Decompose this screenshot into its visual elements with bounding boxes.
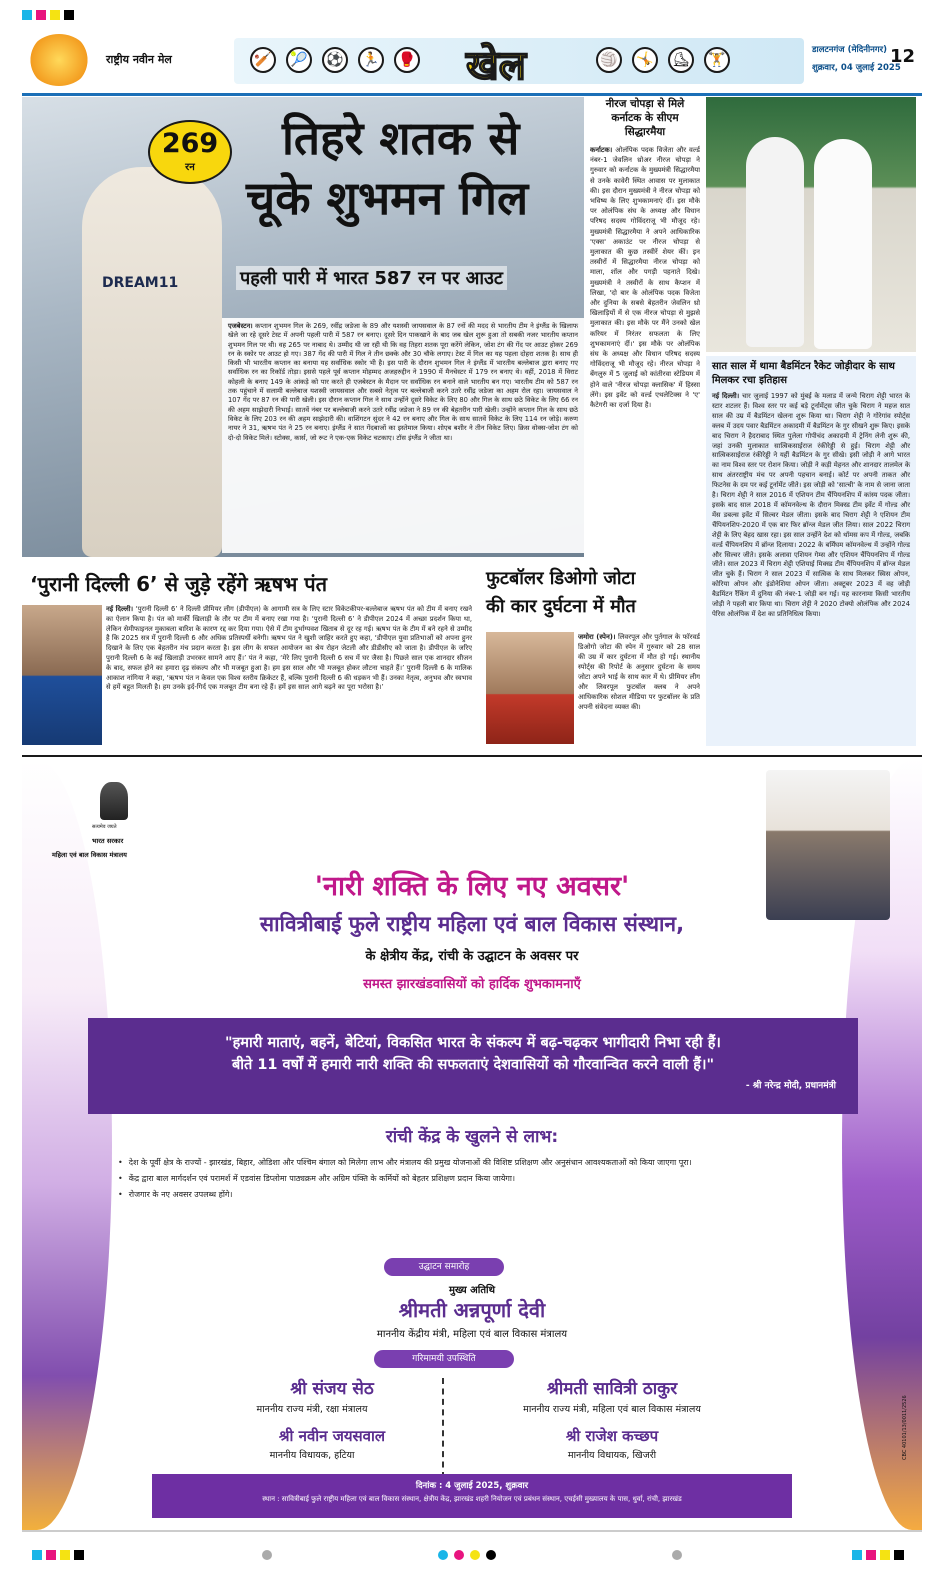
lead-subhead: पहली पारी में भारत 587 रन पर आउट: [236, 266, 507, 290]
govt-advertisement: [22, 760, 922, 1530]
jersey-sponsor: DREAM11: [102, 275, 179, 291]
national-emblem: [100, 782, 128, 820]
ad-top-rule: [22, 755, 922, 757]
page-number: 12: [890, 46, 916, 67]
hurdles-icon: 🏃: [358, 47, 384, 73]
jota-article: [578, 632, 700, 744]
jota-headline-1: फुटबॉलर डिओगो जोटा: [486, 568, 636, 589]
pant-headline: ‘पुरानी दिल्ली 6’ से जुड़े रहेंगे ऋषभ पंत: [30, 572, 327, 596]
sports-banner: [234, 38, 804, 89]
badminton-dateline: नई दिल्ली।: [712, 392, 740, 400]
guest-2-name: श्रीमती सावित्री ठाकुर: [546, 1379, 678, 1399]
chief-guest-label: मुख्य अतिथि: [448, 1285, 496, 1296]
badminton-article: [706, 356, 916, 746]
bottom-rule: [22, 1530, 922, 1532]
badminton-body: चार जुलाई 1997 को मुंबई के मलाड में जन्मे चिराग शेट्टी भारत के स्टार शटलर हैं। विश्व स्तर पर कई बड़े टूर्नामेंट्स जीत चुके चिराग ने महज सात साल की उम्र में बैडमिंटन खेलना शुरू किया था। चिराग शेट्टी ने गोरेगांव स्पोर्ट्स क्लब में उदय पवार बैडमिंटन अकादमी में बैडमिंटन के गुर सीखने शुरू किए। इसके बाद चिराग ने हैदराबाद स्थित पुलेला गोपीचंद अकादमी में ट्रेनिंग लेनी शुरू की, जहां उनकी मुलाकात सात्विकसाईराज रंकीरेड्डी से हुई। चिराग शेट्टी और सात्विकसाईराज रंकीरेड्डी ने यहीं बैडमिंटन के गुर सीखे। इसी जोड़ी ने आगे भारत का नाम विश्व स्तर पर रोशन किया। जोड़ी ने कड़ी मेहनत और शानदार तालमेल के साथ अंतरराष्ट्रीय मंच पर अपनी पहचान बनाई। कोर्ट पर अपनी ताकत और फिटनेस के दम पर कई टूर्नामेंट जीते। इस जोड़ी को 'सात्ची' के नाम से जाना जाता है। चिराग शेट्टी ने साल 2016 में एशियन टीम चैंपियनशिप में कांस्य पदक जीता। इसके बाद साल 2018 में कॉमनवेल्थ के दौरान मिक्स्ड टीम इवेंट में गोल्ड और मेंस डबल्स इवेंट में सिल्वर मेडल जीता। इसके बाद चिराग शेट्टी ने एशियन टीम चैंपियनशिप-2020 में एक बार फिर ब्रॉन्ज मेडल जीत लिया। साल 2022 चिराग शेट्टी के लिए बेहद खास रहा। इस साल उन्होंने देश को थॉमस कप में गोल्ड, जबकि वर्ल्ड चैंपियनशिप में ब्रॉन्ज दिलाया। 2022 के बर्मिंघम कॉमनवेल्थ में उन्होंने गोल्ड और सिल्वर जीते। इसके अलावा एशियन गेम्स और एशियन चैंपियनशिप में गोल्ड जीते। साल 2023 में चिराग शेट्टी एशियाई मिक्स्ड टीम चैंपियनशिप में ब्रॉन्ज मेडल जीत चुके हैं। चिराग ने साल 2023 में सात्विक के साथ मिलकर स्विस ओपन, कोरिया ओपन और इंडोनेशिया ओपन जीता। अक्टूबर 2023 में वह जोड़ी बैडमिंटन रैंकिंग में दुनिया की नंबर-1 जोड़ी बन गई। यह कारनामा किसी भारतीय जोड़ी ने पहली बार किया था। चिराग शेट्टी ने 2020 टोक्यो ओलंपिक और 2024 पेरिस ओलंपिक में देश का प्रतिनिधित्व किया।: [712, 392, 910, 618]
pant-article: [106, 605, 472, 745]
venue-bar: [152, 1474, 792, 1518]
weightlifting-icon: 🏋: [704, 47, 730, 73]
neeraj-dateline: कर्नाटक।: [590, 146, 613, 154]
football-icon: ⚽: [322, 47, 348, 73]
score-badge: [148, 120, 232, 184]
jota-photo: [486, 632, 574, 744]
guest-4-name: श्री राजेश कच्छप: [565, 1427, 659, 1445]
event-date: दिनांक : 4 जुलाई 2025, शुक्रवार: [415, 1481, 529, 1491]
emblem-caption: सत्यमेव जयते: [92, 824, 117, 830]
volleyball-icon: 🏐: [596, 47, 622, 73]
cricket-icon: 🏏: [250, 47, 276, 73]
masthead: [22, 32, 922, 92]
ministry-label: महिला एवं बाल विकास मंत्रालय: [52, 851, 127, 859]
badminton-headline: सात साल में थामा बैडमिंटन रैकेट जोड़ीदार के साथ मिलकर रचा इतिहास: [712, 361, 895, 386]
jota-headline-2: की कार दुर्घटना में मौत: [486, 596, 636, 617]
score-badge-unit: रन: [185, 162, 195, 173]
govt-label: भारत सरकार: [92, 837, 124, 845]
edition: डालटनगंज (मेदिनीनगर): [812, 45, 888, 55]
quote-box: [88, 1018, 858, 1114]
paper-name: राष्ट्रीय नवीन मेल: [106, 53, 172, 66]
dignitaries-pill: गरिमामयी उपस्थिति: [374, 1350, 514, 1368]
section-title: खेल: [466, 43, 526, 89]
player-figure-2: [814, 139, 872, 349]
player-figure-1: [746, 137, 804, 347]
guest-4-role: माननीय विधायक, खिजरी: [567, 1450, 657, 1461]
ad-title: 'नारी शक्ति के लिए नए अवसर': [314, 871, 630, 902]
date: शुक्रवार, 04 जुलाई 2025: [812, 63, 901, 73]
benefits-list: [118, 1156, 828, 1204]
benefit-item: • देश के पूर्वी क्षेत्र के राज्यों - झारखंड, बिहार, ओडिशा और पश्चिम बंगाल को मिलेगा लाभ और मंत्रालय की प्रमुख योजनाओं की विशिष्ट प्रशिक्षण और अनुसंधान आवश्यकताओं को किया जाएगा पूरा।: [118, 1156, 828, 1169]
masthead-rule: [22, 93, 922, 96]
bottom-color-band-left: [32, 1550, 88, 1560]
greeting-line: समस्त झारखंडवासियों को हार्दिक शुभकामनाएँ: [363, 977, 581, 992]
guest-1-name: श्री संजय सेठ: [290, 1379, 374, 1399]
benefits-title: रांची केंद्र के खुलने से लाभ:: [385, 1127, 559, 1147]
event-venue: स्थान : सावित्रीबाई फुले राष्ट्रीय महिला एवं बाल विकास संस्थान, क्षेत्रीय केंद्र, झारखंड शहरी नियोजन एवं प्रबंधन संस्थान, एचईसी मुख्यालय के पास, धुर्वा, रांची, झारखंड: [262, 1495, 682, 1503]
score-badge-number: 269: [161, 128, 219, 159]
badminton-photo: [706, 97, 916, 352]
chief-guest-role: माननीय केंद्रीय मंत्री, महिला एवं बाल विकास मंत्रालय: [376, 1329, 568, 1340]
pant-dateline: नई दिल्ली।: [106, 605, 134, 613]
lead-body: कप्तान शुभमन गिल के 269, रवींद्र जडेजा के 89 और यशस्वी जायसवाल के 87 रनों की मदद से भारतीय टीम ने इंग्लैंड के खिलाफ खेले जा रहे दूसरे टेस्ट में अपनी पहली पारी में 587 रन बनाए। दूसरे दिन पाकखाने के बाद जब खेल शुरू हुआ तो सबकी नजर भारतीय कप्तान शुभमन गिल पर थी। वह 265 पर नाबाद थे। उम्मीद थी जा रही थी कि वह तिहरा शतक पूरा करेंगे लेकिन, जोश टंग की गेंद पर आउट होकर 269 रन के स्कोर पर आउट हो गए। 387 गेंद की पारी में गिल ने तीन छक्के और 30 चौके लगाए। टेस्ट में गिल का यह पहला दोहरा शतक है। साथ ही किसी भी भारतीय कप्तान का बनाया यह सर्वाधिक स्कोर भी है। इस पारी के दौरान शुभमन गिल ने इंग्लैंड में भारतीय बल्लेबाज द्वारा बनाए गए सर्वाधिक रन का रिकॉर्ड तोड़ा। इससे पहले पूर्व कप्तान मोहम्मद अजहरुद्दीन ने 1990 में मैनचेस्टर में 179 रन बनाए थे। वहीं, 2018 में विराट कोहली के बनाए 149 के आंकड़े को पार करते ही एजबेस्टन के मैदान पर सर्वाधिक रन बनाने वाले भारतीय बन गए। भारतीय टीम को 587 रन तक पहुंचाने में सलामी बल्लेबाज यशस्वी जायसवाल और सबसे नेतृत्व पर बल्लेबाजी करने उतरे रवींद्र जडेजा का अहम रोल रहा। जायसवाल ने 107 गेंद पर 87 रन की पारी खेली। इस दौरान कप्तान गिल ने साथ उन्होंने दूसरे विकेट के लिए 80 और गिल के साथ छठे विकेट के लिए 66 रन की अहम साझेदारी निभाई। सातवें नंबर पर बल्लेबाजी करने उतरे रवींद्र जडेजा ने 89 रन की बेहतरीन पारी खेली। उन्होंने कप्तान गिल के साथ छठे विकेट के लिए 203 रन की अहम साझेदारी की। वाशिंगटन सुंदर ने 42 रन बनाए और गिल के साथ सातवें विकेट के लिए 114 रन जोड़े। करुण नायर ने 31, ऋषभ पंत ने 25 रन बनाए। इंग्लैंड ने सात गेंदबाजों का इस्तेमाल किया। शोएब बशीर ने तीन विकेट लिए। क्रिस वोक्स-जोश टंग को दो-दो विकेट मिले। स्टोक्स, कार्स, जो रूट ने एक-एक विकेट चटकाए। टॉस इंग्लैंड ने जीता था।: [228, 322, 578, 442]
institute-name: सावित्रीबाई फुले राष्ट्रीय महिला एवं बाल विकास संस्थान,: [259, 912, 685, 936]
guest-2-role: माननीय राज्य मंत्री, महिला एवं बाल विकास मंत्रालय: [523, 1404, 701, 1415]
top-color-band: [22, 10, 922, 20]
pant-photo: [22, 605, 102, 745]
benefit-item: • केंद्र द्वारा बाल मार्गदर्शन एवं परामर्श में एडवांस डिप्लोमा पाठ्यक्रम और अग्रिम पंक्ति के कर्मियों को बेहतर प्रशिक्षण प्रदान किया जायेगा।: [118, 1172, 828, 1185]
ad-code: CBC 40101/13/0011/2526: [902, 1395, 908, 1460]
benefit-item: • रोजगार के नए अवसर उपलब्ध होंगे।: [118, 1188, 828, 1201]
gill-figure: [82, 167, 222, 557]
ceremony-pill: उद्घाटन समारोह: [384, 1258, 504, 1276]
guests-divider: [442, 1378, 444, 1478]
guest-1-role: माननीय राज्य मंत्री, रक्षा मंत्रालय: [256, 1404, 368, 1415]
quote-attribution: - श्री नरेन्द्र मोदी, प्रधानमंत्री: [745, 1081, 836, 1091]
registration-marks: [262, 1550, 682, 1562]
lead-headline-2: चूके शुभमन गिल: [246, 171, 529, 225]
chief-guest-name: श्रीमती अन्नपूर्णा देवी: [398, 1298, 546, 1322]
skating-icon: ⛸: [668, 47, 694, 73]
neeraj-headline: नीरज चोपड़ा से मिले कर्नाटक के सीएम सिद्धारमैया: [605, 98, 685, 138]
tennis-icon: 🎾: [286, 47, 312, 73]
quote-line-2: बीते 11 वर्षों में हमारी नारी शक्ति की सफलताएं देशवासियों को गौरवान्वित करने वाली हैं।": [231, 1057, 715, 1073]
neeraj-body: ओलंपिक पदक विजेता और वर्ल्ड नंबर-1 जेवलिन थ्रोअर नीरज चोपड़ा ने गुरुवार को कर्नाटक के मुख्यमंत्री सिद्धारमैया से उनके कावेरी स्थित आवास पर मुलाकात की। इस दौरान मुख्यमंत्री ने नीरज चोपड़ा को भविष्य के लिए शुभकामनाएं दीं। इस मौके पर ओलंपिक संघ के अध्यक्ष और विधान परिषद सदस्य गोविंदराजू भी मौजूद रहे। मुख्यमंत्री सिद्धारमैया ने अपने आधिकारिक 'एक्स' अकाउंट पर नीरज चोपड़ा से मुलाकात की कुछ तस्वीरें शेयर कीं। इन तस्वीरों में सिद्धारमैया नीरज चोपड़ा को माला, शॉल और पगड़ी पहनाते दिखे। मुख्यमंत्री ने तस्वीरों के साथ कैप्शन में लिखा, 'दो बार के ओलंपिक पदक विजेता और दुनिया के सबसे बेहतरीन जेवलिन थ्रो खिलाड़ियों में से एक नीरज चोपड़ा से मुझसे मुलाकात की। इस मौके पर मैंने उनको खेल करियर में निरंतर सफलता के लिए शुभकामनाएं दीं।' इस मौके पर ओलंपिक संघ के अध्यक्ष और विधान परिषद सदस्य गोविंदराजू भी मौजूद रहे। नीरज चोपड़ा ने बेंगलुरु में 5 जुलाई को कांतीरवा स्टेडियम में होने वाले 'नीरज चोपड़ा क्लासिक' में हिस्सा लेंगे। इस इवेंट को वर्ल्ड एथलेटिक्स ने 'ए' कैटेगरी का दर्जा दिया है।: [590, 146, 700, 410]
paper-logo: [28, 34, 90, 86]
jota-body: लिवरपूल और पुर्तगाल के फॉरवर्ड डिओगो जोटा की स्पेन में गुरुवार को 28 साल की उम्र में कार दुर्घटना में मौत हो गई। स्थानीय स्पोर्ट्स की रिपोर्ट के अनुसार दुर्घटना के समय जोटा अपने भाई के साथ कार में थे। प्रीमियर लीग और लिवरपूल फुटबॉल क्लब ने अपने आधिकारिक सोशल मीडिया पर फुटबॉलर के प्रति अपनी संवेदना व्यक्त की।: [578, 633, 700, 711]
quote-line-1: "हमारी माताएं, बहनें, बेटियां, विकसित भारत के संकल्प में बढ़-चढ़कर भागीदारी निभा रही हैं।: [225, 1035, 721, 1051]
lead-body-box: [222, 318, 584, 553]
pant-body: ‘पुरानी दिल्ली 6’ ने दिल्ली प्रीमियर लीग (डीपीएल) के आगामी सत्र के लिए स्टार विकेटकीपर-बल्लेबाज ऋषभ पंत को टीम में बनाए रखने का ऐलान किया है। पंत को मार्की खिलाड़ी के तौर पर टीम में बनाए रखा गया है। ‘पुरानी दिल्ली 6’ ने डीपीएल 2024 में अच्छा प्रदर्शन किया था, लेकिन सेमीफाइनल मुकाबला बारिश के कारण रद्द कर दिया गया। ऐसे में टीम दुर्भाग्यवश खिताब से दूर रह गई। ऋषभ पंत के टीम में बने रहने से उम्मीद है कि 2025 सत्र में पुरानी दिल्ली 6 और अधिक प्रतिस्पर्धी बनेगी। ऋषभ पंत ने खुशी जाहिर करते हुए कहा, ‘डीपीएल युवा प्रतिभाओं को अपना हुनर दिखाने के लिए एक बेहतरीन मंच प्रदान करता है। इस लीग के सफल आयोजन का श्रेय रोहन जेटली और डीडीसीए को जाता है। डीपीएल के जरिए पुरानी दिल्ली 6 के कई खिलाड़ी उभरकर सामने आए हैं।’ पंत ने कहा, ‘मेरे लिए पुरानी दिल्ली 6 सच में घर जैसा है। पिछले साल एक शानदार सीजन के बाद, सफल होने का हमारा दृढ़ संकल्प और भी मजबूत हुआ है। हम इस साल और भी मजबूत होकर लौटना चाहते हैं।’ पुरानी दिल्ली 6 के मालिक आकाश नांगिया ने कहा, ‘ऋषभ पंत न केवल एक विश्व स्तरीय क्रिकेटर हैं, बल्कि पुरानी दिल्ली 6 की धड़कन भी हैं। उनका नेतृत्व, अनुभव और स्वभाव से हमें बहुत मिलती है। हम उनके इर्द-गिर्द एक मजबूत टीम बना रहे हैं। हमें इस साल आगे बढ़ने का पूरा भरोसा है।’: [106, 605, 472, 692]
neeraj-article: [590, 97, 700, 557]
boxing-icon: 🥊: [394, 47, 420, 73]
high-jump-icon: 🤸: [632, 47, 658, 73]
occasion-line: के क्षेत्रीय केंद्र, रांची के उद्घाटन के अवसर पर: [365, 949, 579, 964]
guest-3-name: श्री नवीन जयसवाल: [278, 1427, 386, 1445]
bottom-color-band-right: [852, 1550, 908, 1560]
lead-dateline: एजबेस्टन।: [228, 322, 253, 330]
lead-headline-1: तिहरे शतक से: [282, 111, 520, 165]
guest-3-role: माननीय विधायक, हटिया: [269, 1450, 355, 1461]
jota-dateline: जमोरा (स्पेन)।: [578, 633, 616, 641]
